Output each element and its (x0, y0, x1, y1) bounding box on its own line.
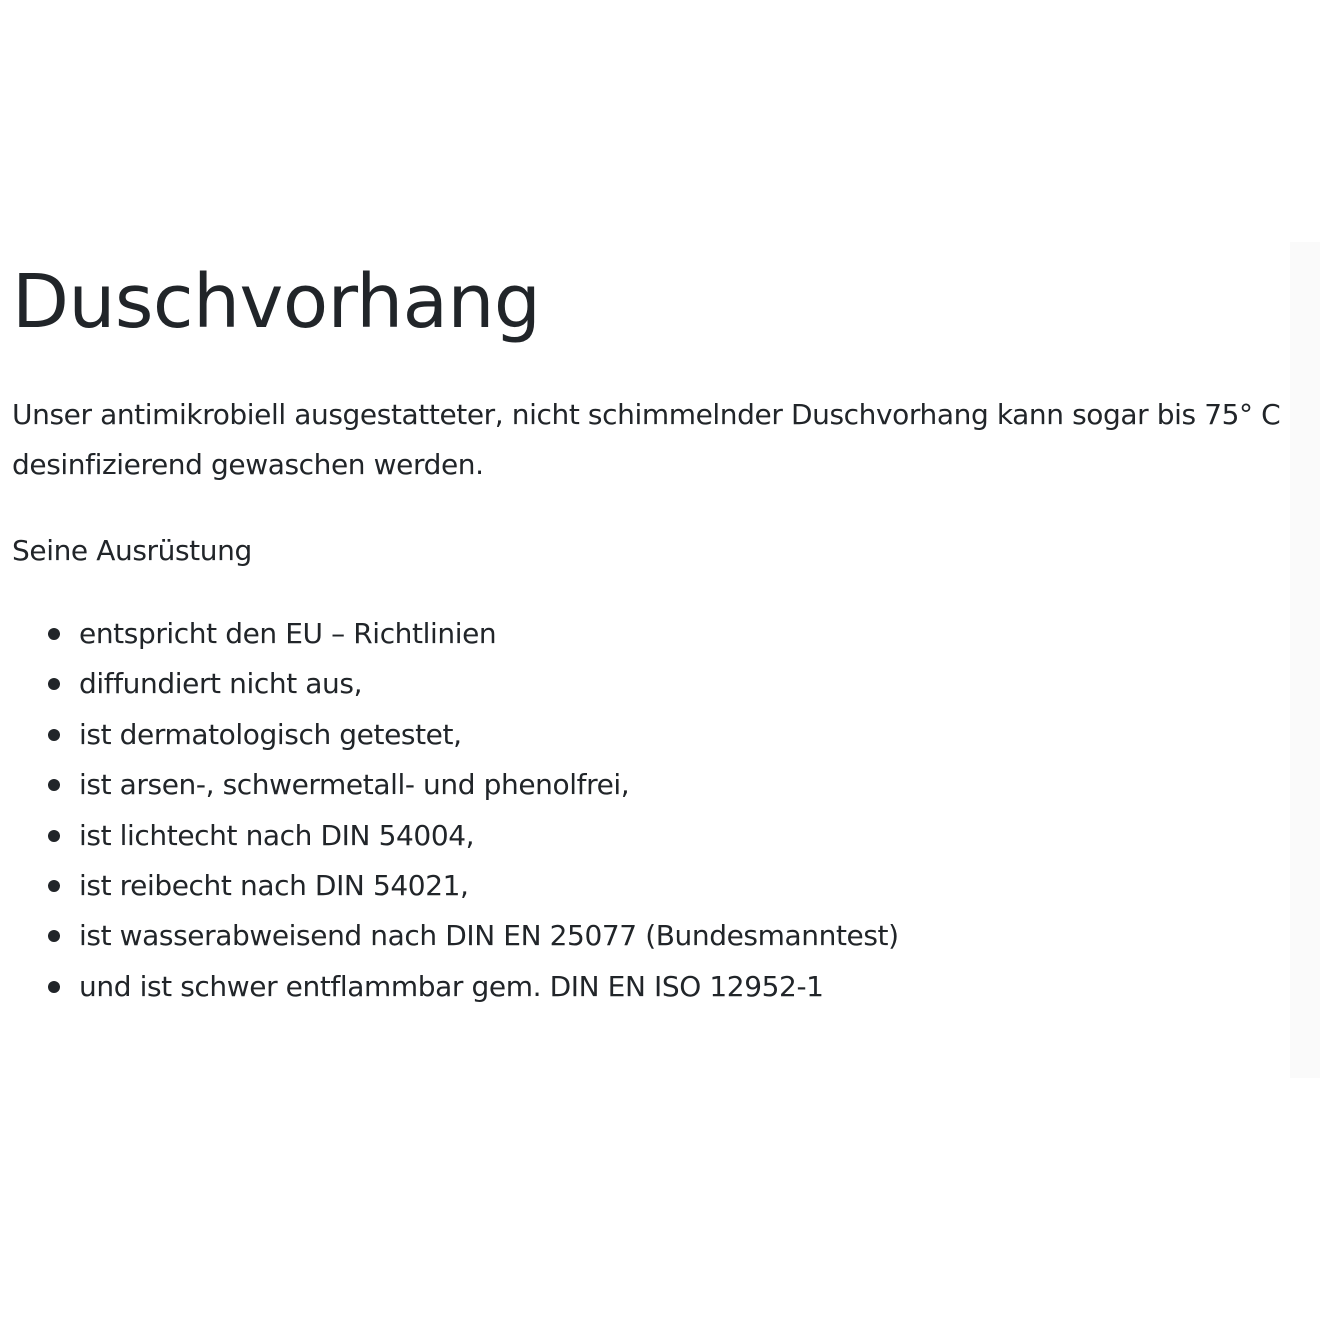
bullet-icon (48, 981, 60, 993)
feature-list (12, 609, 1302, 1012)
bullet-icon (48, 880, 60, 892)
product-description (12, 252, 1302, 1012)
bullet-icon (48, 729, 60, 741)
feature-item (12, 861, 1302, 911)
feature-text: und ist schwer entflammbar gem. DIN EN ISO 12952-1 (79, 969, 824, 1003)
bullet-icon (48, 628, 60, 640)
feature-item (12, 760, 1302, 810)
page-title: Duschvorhang (12, 259, 541, 345)
bullet-icon (48, 678, 60, 690)
feature-text: entspricht den EU – Richtlinien (79, 617, 497, 650)
intro-paragraph: Unser antimikrobiell ausgestatteter, nicht schimmelnder Duschvorhang kann sogar bis 75° C desinfizierend gewaschen werden. (12, 398, 1281, 481)
bullet-icon (48, 779, 60, 791)
features-intro: Seine Ausrüstung (12, 534, 252, 567)
feature-item (12, 659, 1302, 709)
feature-item (12, 609, 1302, 659)
feature-text: ist reibecht nach DIN 54021, (79, 869, 469, 903)
bullet-icon (48, 930, 60, 942)
feature-text: ist arsen-, schwermetall- und phenolfrei, (79, 768, 630, 802)
feature-item (12, 710, 1302, 760)
feature-text: diffundiert nicht aus, (79, 667, 363, 701)
feature-item (12, 911, 1302, 961)
feature-item (12, 811, 1302, 861)
feature-item (12, 962, 1302, 1012)
feature-text: ist dermatologisch getestet, (79, 717, 462, 751)
feature-text: ist lichtecht nach DIN 54004, (79, 818, 475, 852)
feature-text: ist wasserabweisend nach DIN EN 25077 (Bundesmanntest) (79, 919, 899, 953)
bullet-icon (48, 830, 60, 842)
